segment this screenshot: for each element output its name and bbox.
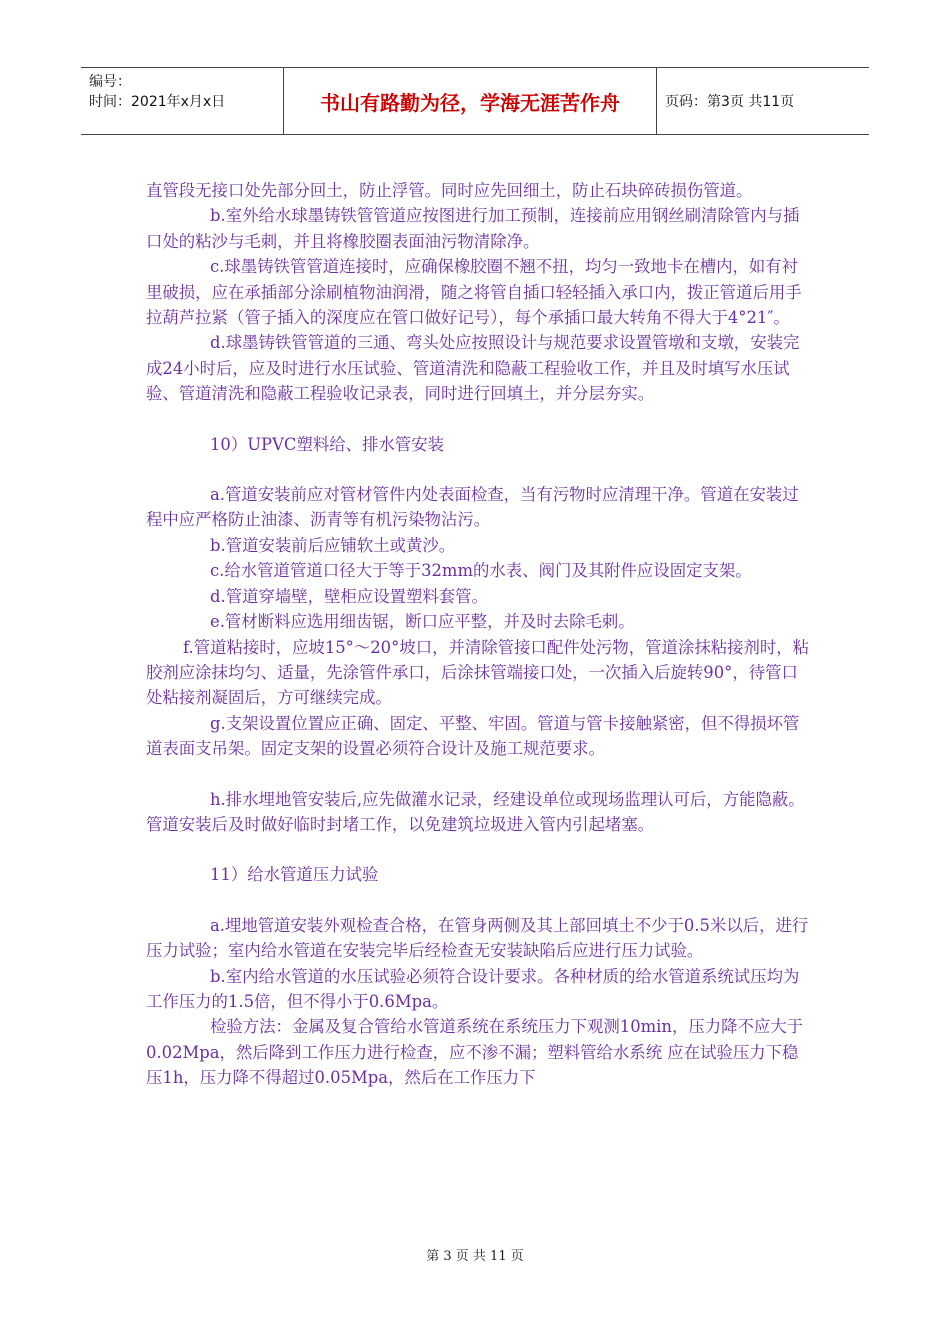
paragraph: g.支架设置位置应正确、固定、平整、牢固。管道与管卡接触紧密，但不得损坏管道表面支吊架。固定支架的设置必须符合设计及施工规范要求。: [146, 713, 800, 759]
header-left: [89, 72, 225, 112]
paragraph: e.管材断料应选用细齿锯，断口应平整，并及时去除毛刺。: [210, 612, 635, 632]
document-body: [146, 178, 810, 1091]
header-page-info: 页码：第3页 共11页: [665, 94, 795, 110]
section-heading: 10）UPVC塑料给、排水管安装: [210, 434, 444, 454]
date-label: 时间：2021年x月x日: [89, 94, 226, 110]
paragraph: a.管道安装前应对管材管件内处表面检查，当有污物时应清理干净。管道在安装过程中应严格防止油漆、沥青等有机污染物沾污。: [146, 485, 799, 530]
section-heading: 11）给水管道压力试验: [210, 865, 379, 885]
paragraph: c.给水管道管道口径大于等于32mm的水表、阀门及其附件应设固定支架。: [210, 561, 752, 581]
page-header: [81, 67, 869, 135]
paragraph: c.球墨铸铁管管道连接时，应确保橡胶圈不翘不扭，均匀一致地卡在槽内，如有衬里破损，应在承插部分涂刷植物油润滑，随之将管自插口轻轻插入承口内，拨正管道后用手拉葫芦拉紧（管子插入的深度应在管口做好记号），每个承插口最大转角不得大于4°21″。: [146, 257, 802, 328]
page-footer: 第 3 页 共 11 页: [426, 1249, 524, 1264]
paragraph: b.室内给水管道的水压试验必须符合设计要求。各种材质的给水管道系统试压均为工作压力的1.5倍，但不得小于0.6Mpa。: [146, 966, 800, 1011]
paragraph: 检验方法：金属及复合管给水管道系统在系统压力下观测10min，压力降不应大于0.02Mpa，然后降到工作压力进行检查，应不渗不漏；塑料管给水系统 应在试验压力下稳压1h，压力降不得超过0.05Mpa，然后在工作压力下: [146, 1017, 804, 1088]
header-divider: [656, 68, 657, 134]
header-motto: 书山有路勤为径，学海无涯苦作舟: [320, 90, 620, 115]
paragraph: d.管道穿墙壁，壁柜应设置塑料套管。: [210, 586, 488, 606]
paragraph: h.排水埋地管安装后,应先做灌水记录，经建设单位或现场监理认可后，方能隐蔽。管道安装后及时做好临时封堵工作，以免建筑垃圾进入管内引起堵塞。: [146, 789, 805, 834]
paragraph: d.球墨铸铁管管道的三通、弯头处应按照设计与规范要求设置管墩和支墩，安装完成24小时后，应及时进行水压试验、管道清洗和隐蔽工程验收工作，并且及时填写水压试验、管道清洗和隐蔽工程验收记录表，同时进行回填土，并分层夯实。: [146, 333, 800, 404]
paragraph: f.管道粘接时，应坡15°～20°坡口，并清除管接口配件处污物，管道涂抹粘接剂时，粘胶剂应涂抹均匀、适量，先涂管件承口，后涂抹管端接口处，一次插入后旋转90°，待管口处粘接剂凝固后，方可继续完成。: [146, 637, 810, 708]
paragraph: b.管道安装前后应铺软土或黄沙。: [210, 535, 456, 555]
paragraph: a.埋地管道安装外观检查合格，在管身两侧及其上部回填土不少于0.5米以后，进行压力试验；室内给水管道在安装完毕后经检查无安装缺陷后应进行压力试验。: [146, 915, 809, 961]
code-label: 编号：: [89, 74, 131, 90]
paragraph: b.室外给水球墨铸铁管管道应按图进行加工预制，连接前应用钢丝刷清除管内与插口处的粘沙与毛刺，并且将橡胶圈表面油污物清除净。: [146, 206, 800, 251]
paragraph: 直管段无接口处先部分回土，防止浮管。同时应先回细土，防止石块碎砖损伤管道。: [146, 181, 753, 200]
